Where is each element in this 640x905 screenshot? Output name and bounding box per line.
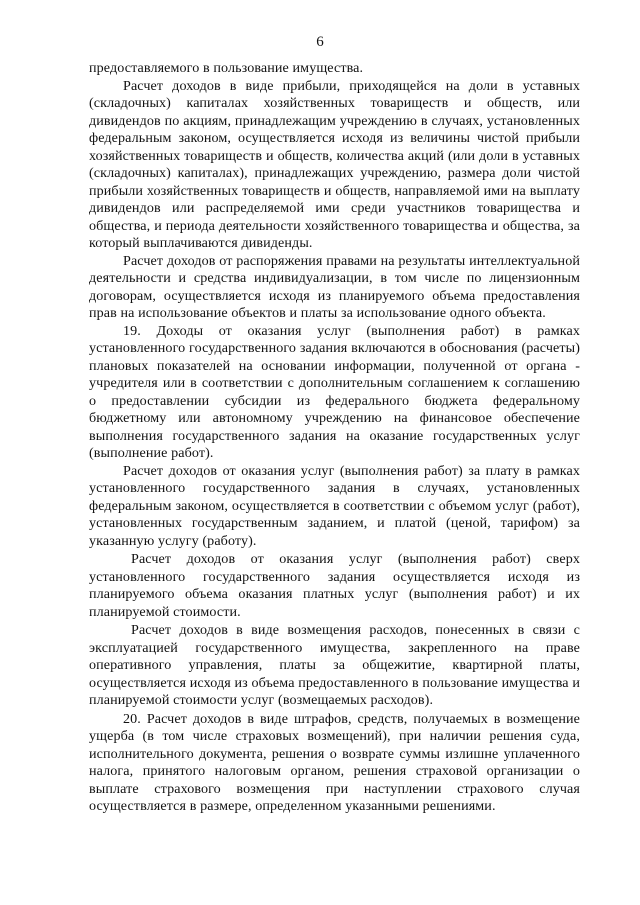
paragraph-continuation: предоставляемого в пользование имущества. [89,60,364,76]
page-number: 6 [316,34,324,50]
paragraph-item-19: 19. Доходы от оказания услуг (выполнения работ) в рамках установленного государственного задания включаются в обоснования (расчеты) плановых показателей на основании информации, полученной от органа - учредителя или в соответствии с дополнительным соглашением к соглашению о предоставлении субсидии из федерального бюджета федеральному бюджетному или автономному учреждению на финансовое обеспечение выполнения государственного задания на оказание государственных услуг (выполнение работ). [89,322,580,461]
paragraph-paid-services-in-task: Расчет доходов от оказания услуг (выполнения работ) за плату в рамках установленного государственного задания в случаях, установленных федеральным законом, осуществляется в соответствии с объемом услуг (работ), установленных государственным заданием, и платой (ценой, тарифом) за указанную услугу (работу). [89,462,580,549]
paragraph-expense-reimbursement: Расчет доходов в виде возмещения расходов, понесенных в связи с эксплуатацией государственного имущества, закрепленного на праве оперативного управления, платы за общежитие, квартирной платы, осуществляется исходя из объема предоставленного в пользование имущества и планируемой стоимости услуг (возмещаемых расходов). [89,622,580,708]
paragraph-intellectual-property: Расчет доходов от распоряжения правами на результаты интеллектуальной деятельности и средства индивидуализации, в том числе по лицензионным договорам, осуществляется исходя из планируемого объема предоставления прав на использование объектов и платы за использование одного объекта. [89,252,580,321]
document-body [89,60,580,816]
paragraph-item-20: 20. Расчет доходов в виде штрафов, средств, получаемых в возмещение ущерба (в том числе страховых возмещений), при наличии решения суда, исполнительного документа, решения о возврате суммы излишне уплаченного налога, принятого налоговым органом, решения страховой организации о выплате страхового возмещения при наступлении страхового случая осуществляется в размере, определенном указанными решениями. [89,710,580,814]
paragraph-paid-services-above-task: Расчет доходов от оказания услуг (выполнения работ) сверх установленного государственного задания осуществляется исходя из планируемого объема оказания платных услуг (выполнения работ) и их планируемой стоимости. [89,551,580,620]
paragraph-dividends: Расчет доходов в виде прибыли, приходящейся на доли в уставных (складочных) капиталах хозяйственных товариществ и обществ, или дивидендов по акциям, принадлежащим учреждению в случаях, установленных федеральным законом, осуществляется исходя из величины чистой прибыли хозяйственных товариществ и обществ, количества акций (или доли в уставных (складочных) капиталах), принадлежащих учреждению, размера доли чистой прибыли хозяйственных товариществ и обществ, направляемой ими на выплату дивидендов или распределяемой ими среди участников товарищества и общества, и периода деятельности хозяйственного товарищества и общества, за который выплачиваются дивиденды. [89,77,580,251]
